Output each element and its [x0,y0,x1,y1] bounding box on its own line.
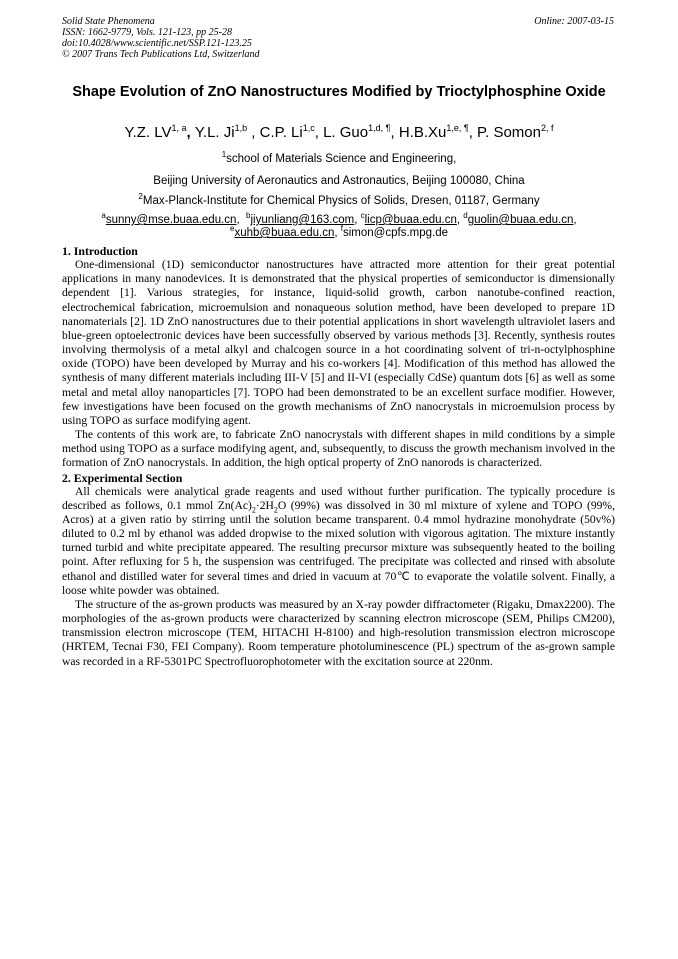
paragraph: The structure of the as-grown products was measured by an X-ray powder diffractometer (Rigaku, Dmax2200). The morphologies of the as-grown products were characterized by scanning electron microscope (SEM, Philips CM200), transmission electron microscope (TEM, HITACHI H-8100) and high-resolution transmission electron microscope (HRTEM, Tecnai F30, FEI Company). Room temperature photoluminescence (PL) spectrum of the as-grown sample was recorded in a RF-5301PC Spectrofluorophotometer with the excitation source at 220nm. [62,597,615,668]
author-separator: , [468,124,478,141]
author-affil-mark: 1,b [234,123,248,133]
section-heading-experimental: 2. Experimental Section [62,470,183,485]
author-name: Y.L. Ji [194,124,235,141]
section-heading-introduction: 1. Introduction [62,244,138,258]
author-affil-mark: 1,c [302,123,315,133]
affiliation-2: $^2$Max-Planck-Institute for Chemical Physics of Solids, Dresen, 01187, Germany [138,192,540,207]
email-link[interactable]: sunny@mse.buaa.edu.cn [105,214,237,226]
author-name: L. Guo [323,124,369,141]
author-separator: , [247,124,260,141]
issn-line: ISSN: 1662-9779, Vols. 121-123, pp 25-28 [62,27,232,38]
email-link[interactable]: licp@buaa.edu.cn [364,214,457,226]
email-link[interactable]: guolin@buaa.edu.cn [467,214,574,226]
author-affil-mark: 1,e, ¶ [446,123,469,133]
affiliation-1-line-1: $^1$school of Materials Science and Engineering, [221,150,457,165]
paragraph: The contents of this work are, to fabricate ZnO nanocrystals with different shapes in mild conditions by a simple method using TOPO as a surface modifying agent, and, subsequently, to discuss the growth mechanism involved in the formation of ZnO nanocrystals. In addition, the high optical property of ZnO nanorods is characterized. [62,428,615,470]
author-separator: , [314,124,324,141]
affil-mark: 1 [221,150,227,160]
email-link[interactable]: jiyunliang@163.com [250,214,355,226]
author-name: C.P. Li [259,124,303,141]
affil-mark: 2 [138,192,143,202]
author-separator: , [186,124,195,141]
journal-name: Solid State Phenomena [62,16,155,27]
author-name: Y.Z. LV [124,124,172,141]
author-separator: , [390,124,399,141]
author-affil-mark: 1,d, ¶ [368,123,391,133]
email-link[interactable]: xuhb@buaa.edu.cn [234,227,335,239]
email-list: $^a$sunny@mse.buaa.edu.cn, $^b$jiyunliang@163.com, $^c$licp@buaa.edu.cn, $^d$guolin@buaa.edu.cn, $^e$xuhb@buaa.edu.cn, $^f$simon@cpfs.mpg.de [101,211,577,239]
publication-header [62,16,260,60]
author-name: H.B.Xu [398,124,447,141]
paper-title: Shape Evolution of ZnO Nanostructures Modified by Trioctylphosphine Oxide [72,84,606,100]
copyright-line: © 2007 Trans Tech Publications Ltd, Switzerland [62,49,260,60]
affiliation-1-line-2: Beijing University of Aeronautics and Astronautics, Beijing 100080, China [153,175,525,187]
paper-body [62,244,615,669]
author-affil-mark: 2, f [540,123,554,133]
author-list [40,124,638,142]
paragraph: All chemicals were analytical grade reagents and used without further purification. The typically procedure is described as follows, 0.1 mmol $Zn(Ac)_2\cdot 2H_2O$ (99%) was dissolved in 30 ml mixture of xylene and TOPO (99%, Acros) at a given ratio by stirring until the solution became transparent. 0.4 mmol hydrazine monohydrate (50v%) diluted to 0.2 ml by ethanol was added dropwise to the mixed solution with vigorous agitation. The mixture instantly turned turbid and white precipitate appeared. The resulting precursor mixture was subsequently heated to the boiling point. After refluxing for 5 h, the suspension was centrifuged. The precipitate was collected and rinsed with absolute ethanol and distilled water for several times and dried in vacuum at 70℃ to evaporate the volatile solvent. Finally, a loose white powder was obtained. [62,484,615,597]
author-affil-mark: 1, a [171,123,187,133]
doi-line: doi:10.4028/www.scientific.net/SSP.121-123.25 [62,38,252,49]
paragraph: One-dimensional (1D) semiconductor nanostructures have attracted more attention for their great potential applications in many nanodevices. It is demonstrated that the physical properties of semiconductor is dimensionally dependent [1]. Various strategies, for instance, liquid-solid growth, carbon nanotube-confined reaction, electrochemical fabrication, microemulsion and nonaqueous solution method, have been developed to prepare 1D nanomaterials [2]. 1D ZnO nanostructures due to their potential applications in short wavelength ultraviolet lasers and blue-green optoelectronic devices have been successfully observed by various methods [3]. Recently, synthesis routes involving thermolysis of a metal alkyl and chalcogen source in a hot coordinating solvent of tri-n-octylphosphine oxide (TOPO) have been developed by Murray and his co-workers [4]. Modification of this method has allowed the synthesis of many different materials including III-V [5] and II-VI (especially CdSe) quantum dots [6] as well as some metal and metal alloy nanoparticles [7]. TOPO had been demonstrated to be an excellent surface modifier. However, few investigations have been focused on the growth mechanisms of ZnO nanocrystals in microemulsion process by using TOPO as surface modifying agent. [62,258,615,427]
email-text: simon@cpfs.mpg.de [343,227,448,239]
online-date: Online: 2007-03-15 [534,16,614,27]
author-name: P. Somon [477,124,541,141]
